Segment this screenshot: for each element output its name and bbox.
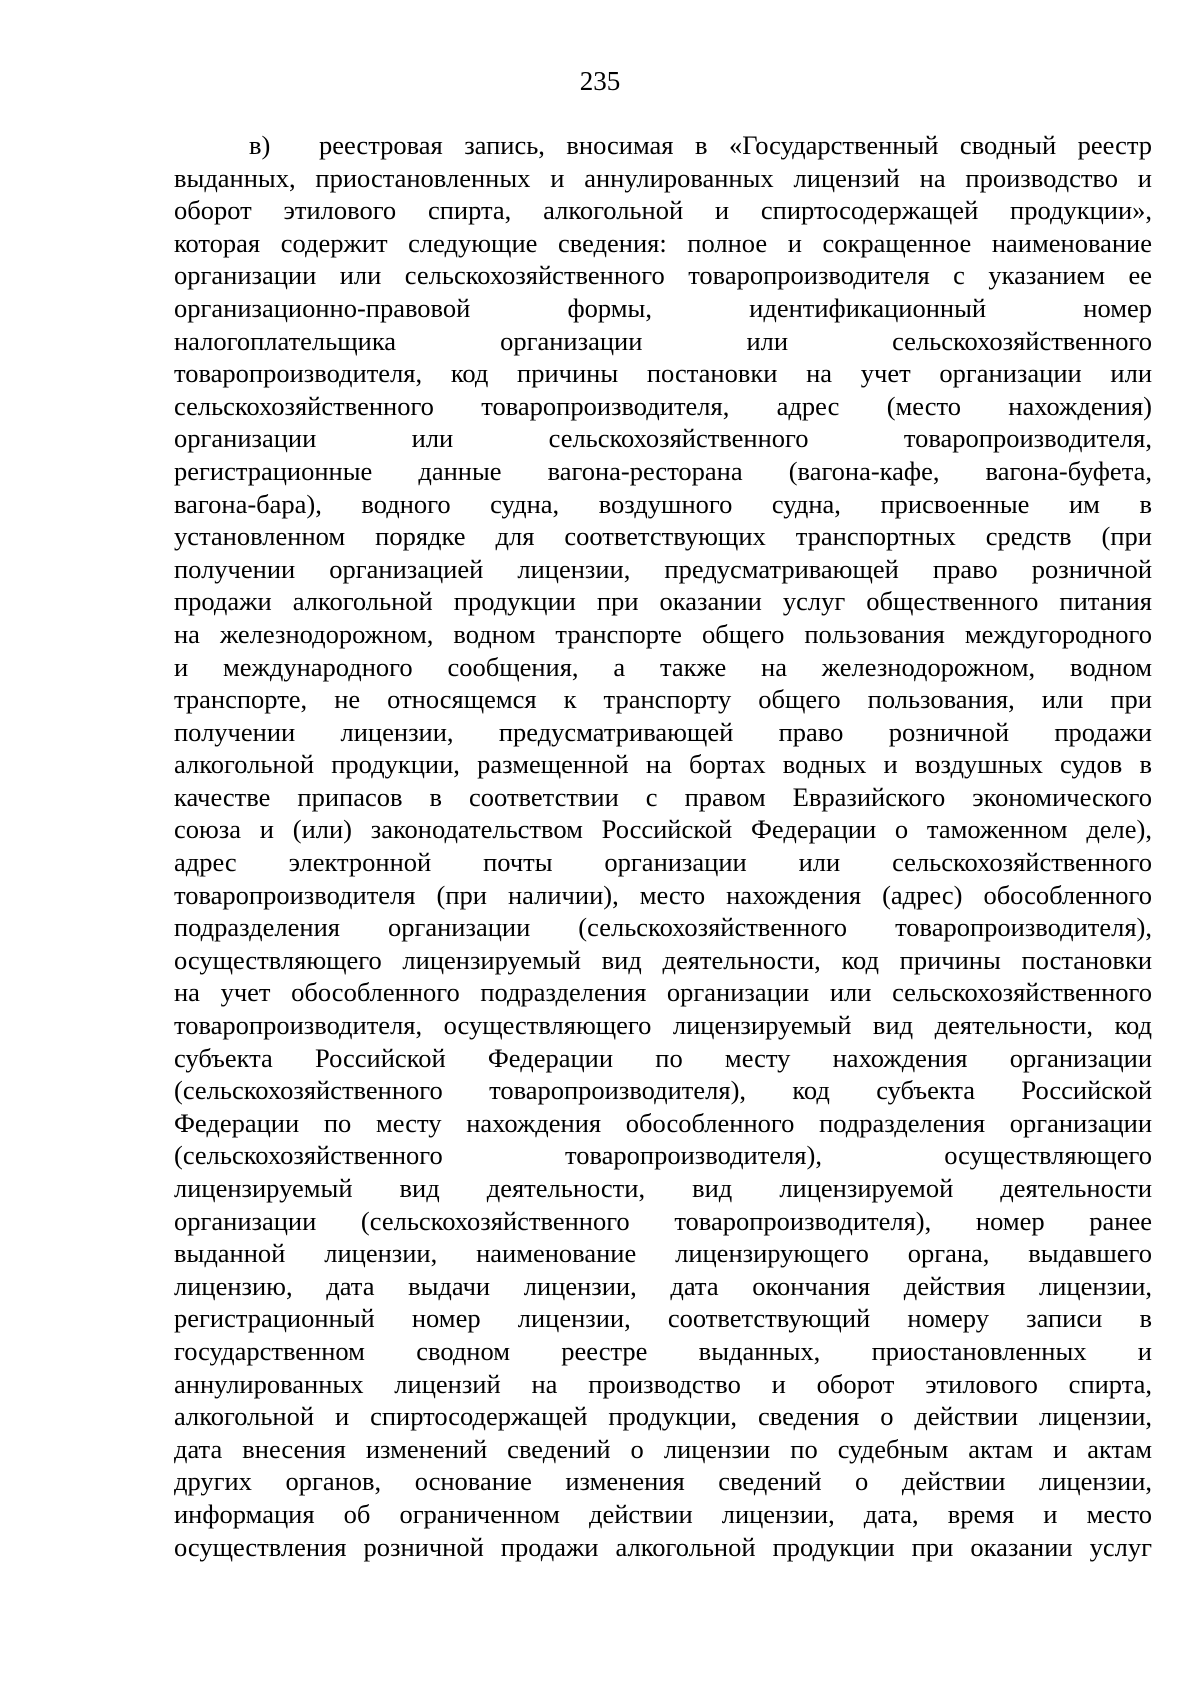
paragraph-line: лицензируемый вид деятельности, вид лицензируемой деятельности [174,1173,1152,1203]
paragraph-line: подразделения организации (сельскохозяйственного товаропроизводителя), [174,912,1152,943]
paragraph-line: транспорте, не относящемся к транспорту общего пользования, или при [174,684,1152,715]
paragraph-line: получении организацией лицензии, предусматривающей право розничной [174,553,1152,584]
page-number: 235 [579,66,621,96]
paragraph-line: которая содержит следующие сведения: полное и сокращенное наименование [174,227,1152,258]
paragraph-line: сельскохозяйственного товаропроизводителя, адрес (место нахождения) [174,390,1152,421]
paragraph-line: товаропроизводителя, код причины постановки на учет организации или [174,358,1152,389]
paragraph-line: Федерации по месту нахождения обособленного подразделения организации [174,1107,1152,1138]
paragraph-line: качестве припасов в соответствии с правом Евразийского экономического [174,781,1152,812]
paragraph-line: товаропроизводителя (при наличии), место нахождения (адрес) обособленного [174,879,1152,910]
paragraph-line: субъекта Российской Федерации по месту нахождения организации [174,1042,1152,1073]
paragraph-line: и международного сообщения, а также на железнодорожном, водном [174,651,1152,682]
paragraph-line: выданных, приостановленных и аннулированных лицензий на производство и [174,162,1152,193]
paragraph-line: на железнодорожном, водном транспорте общего пользования междугородного [174,618,1152,649]
paragraph-line: (сельскохозяйственного товаропроизводителя), код субъекта Российской [174,1075,1152,1106]
paragraph-line: алкогольной и спиртосодержащей продукции, сведения о действии лицензии, [174,1401,1152,1432]
paragraph-line: организации или сельскохозяйственного товаропроизводителя, [174,423,1152,454]
paragraph-line: в) реестровая запись, вносимая в «Государственный сводный реестр [249,130,1152,160]
paragraph-line: выданной лицензии, наименование лицензирующего органа, выдавшего [174,1238,1152,1269]
paragraph-line: союза и (или) законодательством Российской Федерации о таможенном деле), [174,814,1152,845]
paragraph-line: других органов, основание изменения сведений о действии лицензии, [174,1466,1152,1497]
paragraph-line: организации (сельскохозяйственного товаропроизводителя), номер ранее [174,1205,1152,1236]
paragraph-line: регистрационный номер лицензии, соответствующий номеру записи в [174,1303,1152,1334]
paragraph-line: товаропроизводителя, осуществляющего лицензируемый вид деятельности, код [174,1010,1152,1041]
paragraph-line: налогоплательщика организации или сельскохозяйственного [174,325,1152,356]
document-body [174,129,1152,1563]
paragraph-line: получении лицензии, предусматривающей право розничной продажи [174,716,1152,747]
paragraph-line: организационно-правовой формы, идентификационный номер [174,292,1152,323]
paragraph-line: установленном порядке для соответствующих транспортных средств (при [174,521,1152,552]
paragraph-line: адрес электронной почты организации или сельскохозяйственного [174,847,1152,878]
paragraph-line: продажи алкогольной продукции при оказании услуг общественного питания [174,586,1152,617]
paragraph-line: аннулированных лицензий на производство и оборот этилового спирта, [174,1368,1152,1399]
paragraph-line: информация об ограниченном действии лицензии, дата, время и место [174,1498,1152,1529]
paragraph-line: государственном сводном реестре выданных, приостановленных и [174,1335,1152,1366]
paragraph-line: на учет обособленного подразделения организации или сельскохозяйственного [174,977,1152,1008]
paragraph-line: осуществляющего лицензируемый вид деятельности, код причины постановки [174,944,1152,975]
paragraph-line: регистрационные данные вагона-ресторана (вагона-кафе, вагона-буфета, [174,455,1152,486]
paragraph-line: организации или сельскохозяйственного товаропроизводителя с указанием ее [174,260,1152,291]
paragraph-line: (сельскохозяйственного товаропроизводителя), осуществляющего [174,1140,1152,1171]
paragraph-line: вагона-бара), водного судна, воздушного судна, присвоенные им в [174,488,1152,519]
paragraph-line: осуществления розничной продажи алкогольной продукции при оказании услуг [174,1531,1152,1562]
item-letter: в) [249,130,271,160]
paragraph-line: дата внесения изменений сведений о лицензии по судебным актам и актам [174,1433,1152,1464]
paragraph-line: оборот этилового спирта, алкогольной и спиртосодержащей продукции», [174,195,1152,226]
paragraph-line: лицензию, дата выдачи лицензии, дата окончания действия лицензии, [174,1270,1152,1301]
paragraph-line: алкогольной продукции, размещенной на бортах водных и воздушных судов в [174,749,1152,780]
